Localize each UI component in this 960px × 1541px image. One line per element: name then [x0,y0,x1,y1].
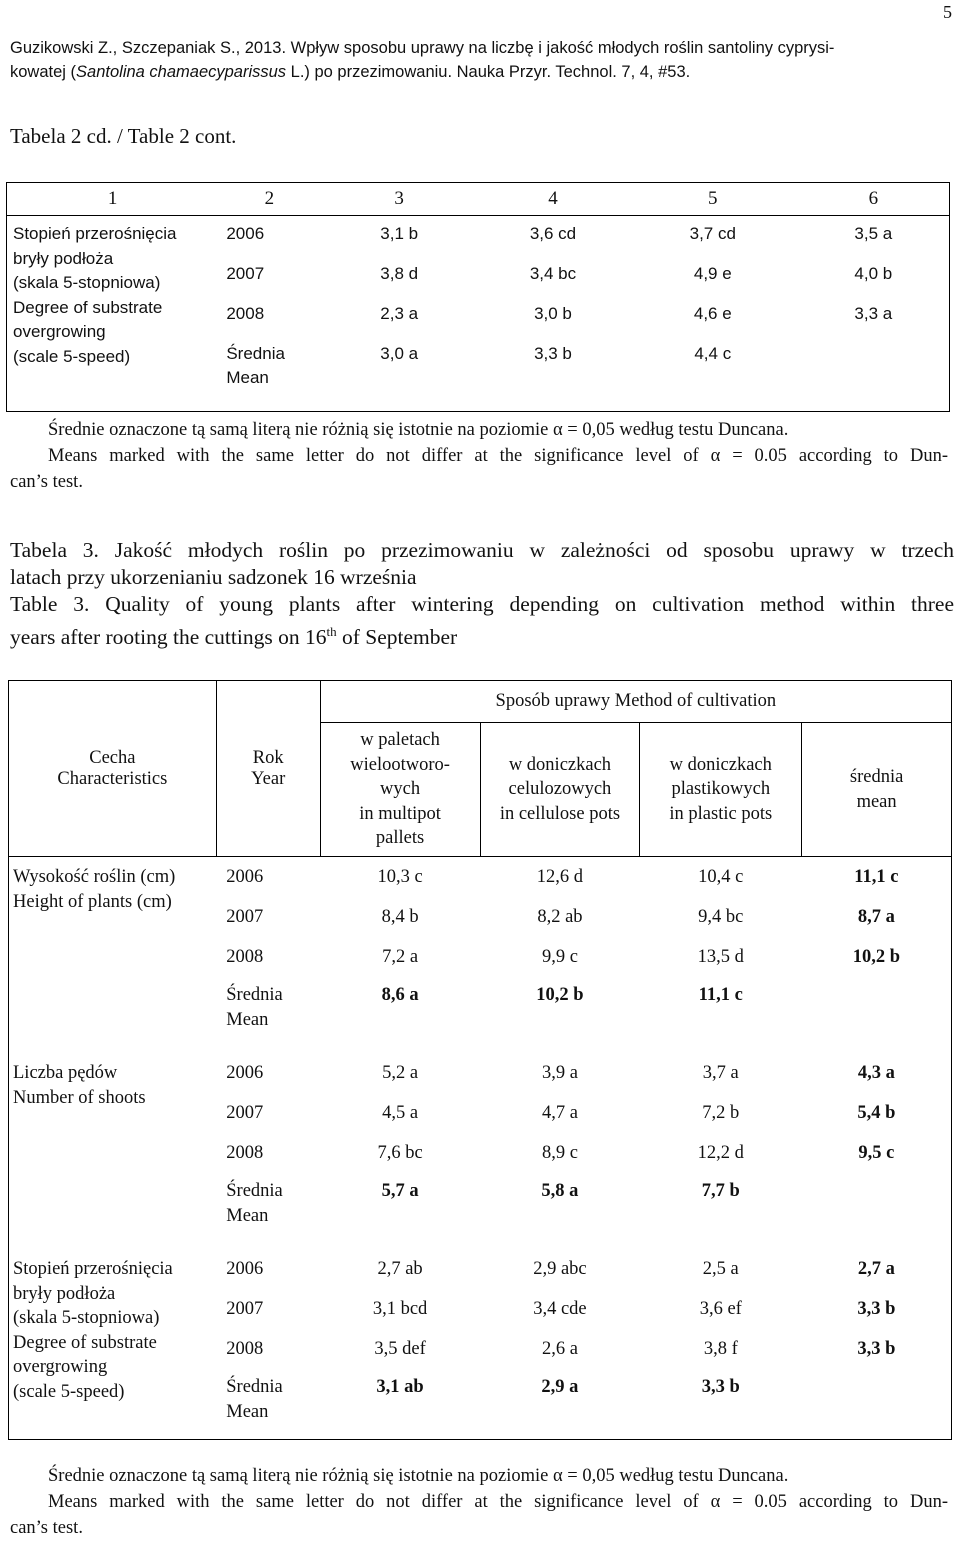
mean-label-en: Mean [226,368,269,387]
mean-label-cell [216,977,320,1053]
species-name: Santolina chamaecyparissus [76,63,287,81]
label-line: Stopień przerośnięcia [13,224,177,243]
empty-cell [802,1173,952,1249]
value-cell: 8,9 c [541,1142,578,1163]
year-cell: 2007 [226,1102,264,1123]
header-line: Rok [252,747,284,768]
value-cell: 3,6 cd [529,224,577,243]
value-cell: 4,6 e [693,303,732,323]
value-cell: 3,4 bc [529,263,577,283]
year-cell: 2007 [226,1298,264,1319]
year-cell: 2008 [226,1338,264,1359]
table-row [9,1053,952,1093]
table2-row-label [7,216,219,412]
mean-label-pl: Średnia [226,343,285,363]
year-cell: 2008 [226,303,265,323]
mean-label-pl: Średnia [226,985,283,1005]
header-line: w doniczkach [669,754,772,775]
value-cell: 5,2 a [382,1062,419,1083]
year-cell: 2007 [226,263,265,283]
table2-header-row [7,183,950,216]
mean-label-en: Mean [226,1402,269,1422]
group-label-line: Liczba pędów [13,1063,118,1083]
table3 [8,680,952,1440]
label-line: (scale 5-speed) [13,346,131,366]
value-cell: 4,4 c [694,343,732,363]
value-cell: 3,9 a [541,1062,578,1083]
caption-en-pre: years after rooting the cuttings on 16 [10,625,327,650]
header-line: wielootworo- [350,754,450,775]
mean-label-cell [216,1173,320,1249]
value-cell: 8,2 ab [537,906,583,927]
group-label-line: Wysokość roślin (cm) [13,867,176,887]
header-mean [802,723,952,857]
header-line: wych [380,779,421,800]
value-cell: 3,7 cd [689,224,736,243]
caption-en-post: of September [336,625,458,650]
header-line: mean [856,791,897,812]
group-label-line: overgrowing [13,1357,108,1377]
empty-cell [802,977,952,1053]
footnote-en-cont: can’s test. [10,472,83,492]
value-cell: 3,3 b [701,1377,740,1397]
header-line: pallets [375,828,425,849]
table2-col-1: 1 [7,183,219,216]
header-line: Characteristics [57,768,168,789]
value-cell: 2,5 a [702,1258,739,1279]
value-cell: 3,0 b [534,303,572,323]
value-cell: 3,8 d [380,263,419,283]
group-label-shoots [9,1053,217,1249]
header-cecha [9,681,217,857]
header-line: in cellulose pots [499,803,621,824]
header-method-group: Sposób uprawy Method of cultivation [320,681,951,723]
page-number: 5 [943,2,952,22]
header-line: in multipot [359,803,441,824]
mean-cell: 11,1 c [854,866,899,887]
footnote-en: Means marked with the same letter do not differ at the significance level of α = 0.05 according to Dun- [48,1492,948,1512]
empty-cell [802,1369,952,1439]
mean-cell: 2,7 a [857,1258,895,1279]
value-cell: 4,5 a [382,1102,419,1123]
mean-cell: 4,3 a [857,1062,895,1083]
header-multipot [320,723,480,857]
mean-label-pl: Średnia [226,1181,283,1201]
value-cell: 3,3 a [854,303,893,323]
caption-pl-line-1: Tabela 3. Jakość młodych roślin po przezimowaniu w zależności od sposobu uprawy w trzech [10,538,954,562]
value-cell: 5,8 a [541,1181,579,1201]
group-label-line: Height of plants (cm) [13,892,172,912]
header-line: in plastic pots [669,803,773,824]
value-cell: 3,1 ab [376,1377,424,1397]
year-cell: 2008 [226,1142,264,1163]
value-cell: 13,5 d [697,946,744,967]
year-cell: 2007 [226,906,264,927]
value-cell: 3,0 a [380,343,419,363]
year-cell: 2006 [226,1062,264,1083]
year-cell: 2008 [226,946,264,967]
label-line: Degree of substrate [13,297,163,317]
value-cell: 3,3 b [534,343,572,363]
year-cell: 2006 [226,224,265,243]
value-cell: 7,7 b [701,1181,740,1201]
header-line: plastikowych [671,779,771,800]
value-cell: 3,7 a [702,1062,739,1083]
year-cell: 2006 [226,866,264,887]
value-cell: 8,6 a [381,985,419,1005]
value-cell: 7,6 bc [377,1142,423,1163]
table2-col-2: 2 [218,183,320,216]
group-label-line: (skala 5-stopniowa) [13,1308,160,1328]
mean-label-cell [218,336,320,412]
header-plastic [640,723,802,857]
header-line: celulozowych [508,779,612,800]
table-row [9,857,952,898]
mean-cell: 8,7 a [857,906,895,927]
value-cell: 2,6 a [541,1338,578,1359]
group-label-line: Stopień przerośnięcia [13,1259,173,1279]
value-cell: 3,6 ef [699,1298,742,1319]
value-cell: 2,9 abc [533,1258,587,1279]
mean-label-en: Mean [226,1206,269,1226]
mean-cell: 10,2 b [852,946,900,967]
header-cellulose [480,723,640,857]
table-row [9,1249,952,1289]
label-line: (skala 5-stopniowa) [13,273,161,292]
value-cell: 4,9 e [693,263,732,283]
footnote-pl: Średnie oznaczone tą samą literą nie różnią się istotnie na poziomie α = 0,05 według testu Duncana. [48,1466,789,1486]
footnote-pl: Średnie oznaczone tą samą literą nie różnią się istotnie na poziomie α = 0,05 według testu Duncana. [48,420,789,440]
group-label-overgrowing [9,1249,217,1439]
header-line: w paletach [360,730,440,751]
value-cell: 3,5 def [374,1338,426,1359]
mean-label-cell [216,1369,320,1439]
footnote-en: Means marked with the same letter do not differ at the significance level of α = 0.05 according to Dun- [48,446,948,466]
table3-header-row-1 [9,681,952,723]
group-label-line: Degree of substrate [13,1332,157,1353]
table2-cont-title: Tabela 2 cd. / Table 2 cont. [10,124,237,148]
caption-en-sup: th [326,624,337,639]
value-cell: 2,3 a [380,303,419,323]
mean-label-pl: Średnia [226,1377,283,1397]
footnote-en-cont: can’s test. [10,1518,83,1538]
header-line: Year [251,768,286,789]
mean-cell: 3,3 b [857,1298,896,1319]
group-label-line: (scale 5-speed) [13,1381,125,1402]
header-line: średnia [849,767,904,787]
header-line: w doniczkach [508,754,612,775]
caption-pl-line-2: latach przy ukorzenianiu sadzonek 16 września [10,565,417,589]
value-cell: 9,4 bc [698,906,744,927]
value-cell: 10,3 c [377,866,423,887]
value-cell: 3,1 bcd [372,1298,428,1319]
value-cell: 10,2 b [536,985,584,1005]
table2-col-4: 4 [478,183,628,216]
table2-col-3: 3 [320,183,478,216]
group-label-line: Number of shoots [13,1088,146,1108]
caption-en-line-1: Table 3. Quality of young plants after wintering depending on cultivation method within three [10,592,954,616]
table-row [7,216,950,256]
header-line-1: Guzikowski Z., Szczepaniak S., 2013. Wpływ sposobu uprawy na liczbę i jakość młodych roślin santoliny cyprysi- [10,39,835,57]
value-cell: 3,5 a [854,224,893,243]
value-cell: 2,9 a [541,1377,579,1397]
value-cell: 11,1 c [698,985,743,1005]
value-cell: 4,0 b [854,263,893,283]
value-cell: 9,9 c [541,946,578,967]
table2-continued [6,182,950,412]
mean-cell: 9,5 c [858,1142,895,1163]
label-line: overgrowing [13,322,106,341]
header-line: Cecha [89,747,136,768]
value-cell: 5,7 a [381,1181,419,1201]
running-header [10,36,955,84]
value-cell: 8,4 b [381,906,419,927]
value-cell: 3,4 cde [533,1298,587,1319]
caption-en-line-2 [10,618,954,651]
value-cell: 7,2 b [702,1102,740,1123]
table3-footnote [10,1463,948,1541]
header-line-2 [10,60,955,84]
group-label-height [9,857,217,1054]
header-line-2-pre: kowatej ( [10,63,77,81]
year-cell: 2006 [226,1258,264,1279]
value-cell: 3,8 f [703,1338,738,1359]
mean-label-en: Mean [226,1010,269,1030]
mean-cell: 3,3 b [857,1338,896,1359]
value-cell: 10,4 c [698,866,744,887]
value-cell: 12,6 d [536,866,584,887]
mean-cell: 5,4 b [857,1102,896,1123]
table2-col-5: 5 [628,183,798,216]
table2-footnote [10,417,948,495]
value-cell: 7,2 a [382,946,419,967]
label-line: bryły podłoża [13,248,114,268]
group-label-line: bryły podłoża [13,1283,116,1304]
value-cell: 4,7 a [541,1102,578,1123]
value-cell: 2,7 ab [377,1258,423,1279]
value-cell [798,336,950,412]
value-cell: 3,1 b [380,224,419,243]
value-cell: 12,2 d [697,1142,744,1163]
header-rok [216,681,320,857]
table3-caption [10,537,954,651]
header-line-2-post: L.) po przezimowaniu. Nauka Przyr. Technol. 7, 4, #53. [286,63,691,81]
table2-col-6: 6 [798,183,950,216]
